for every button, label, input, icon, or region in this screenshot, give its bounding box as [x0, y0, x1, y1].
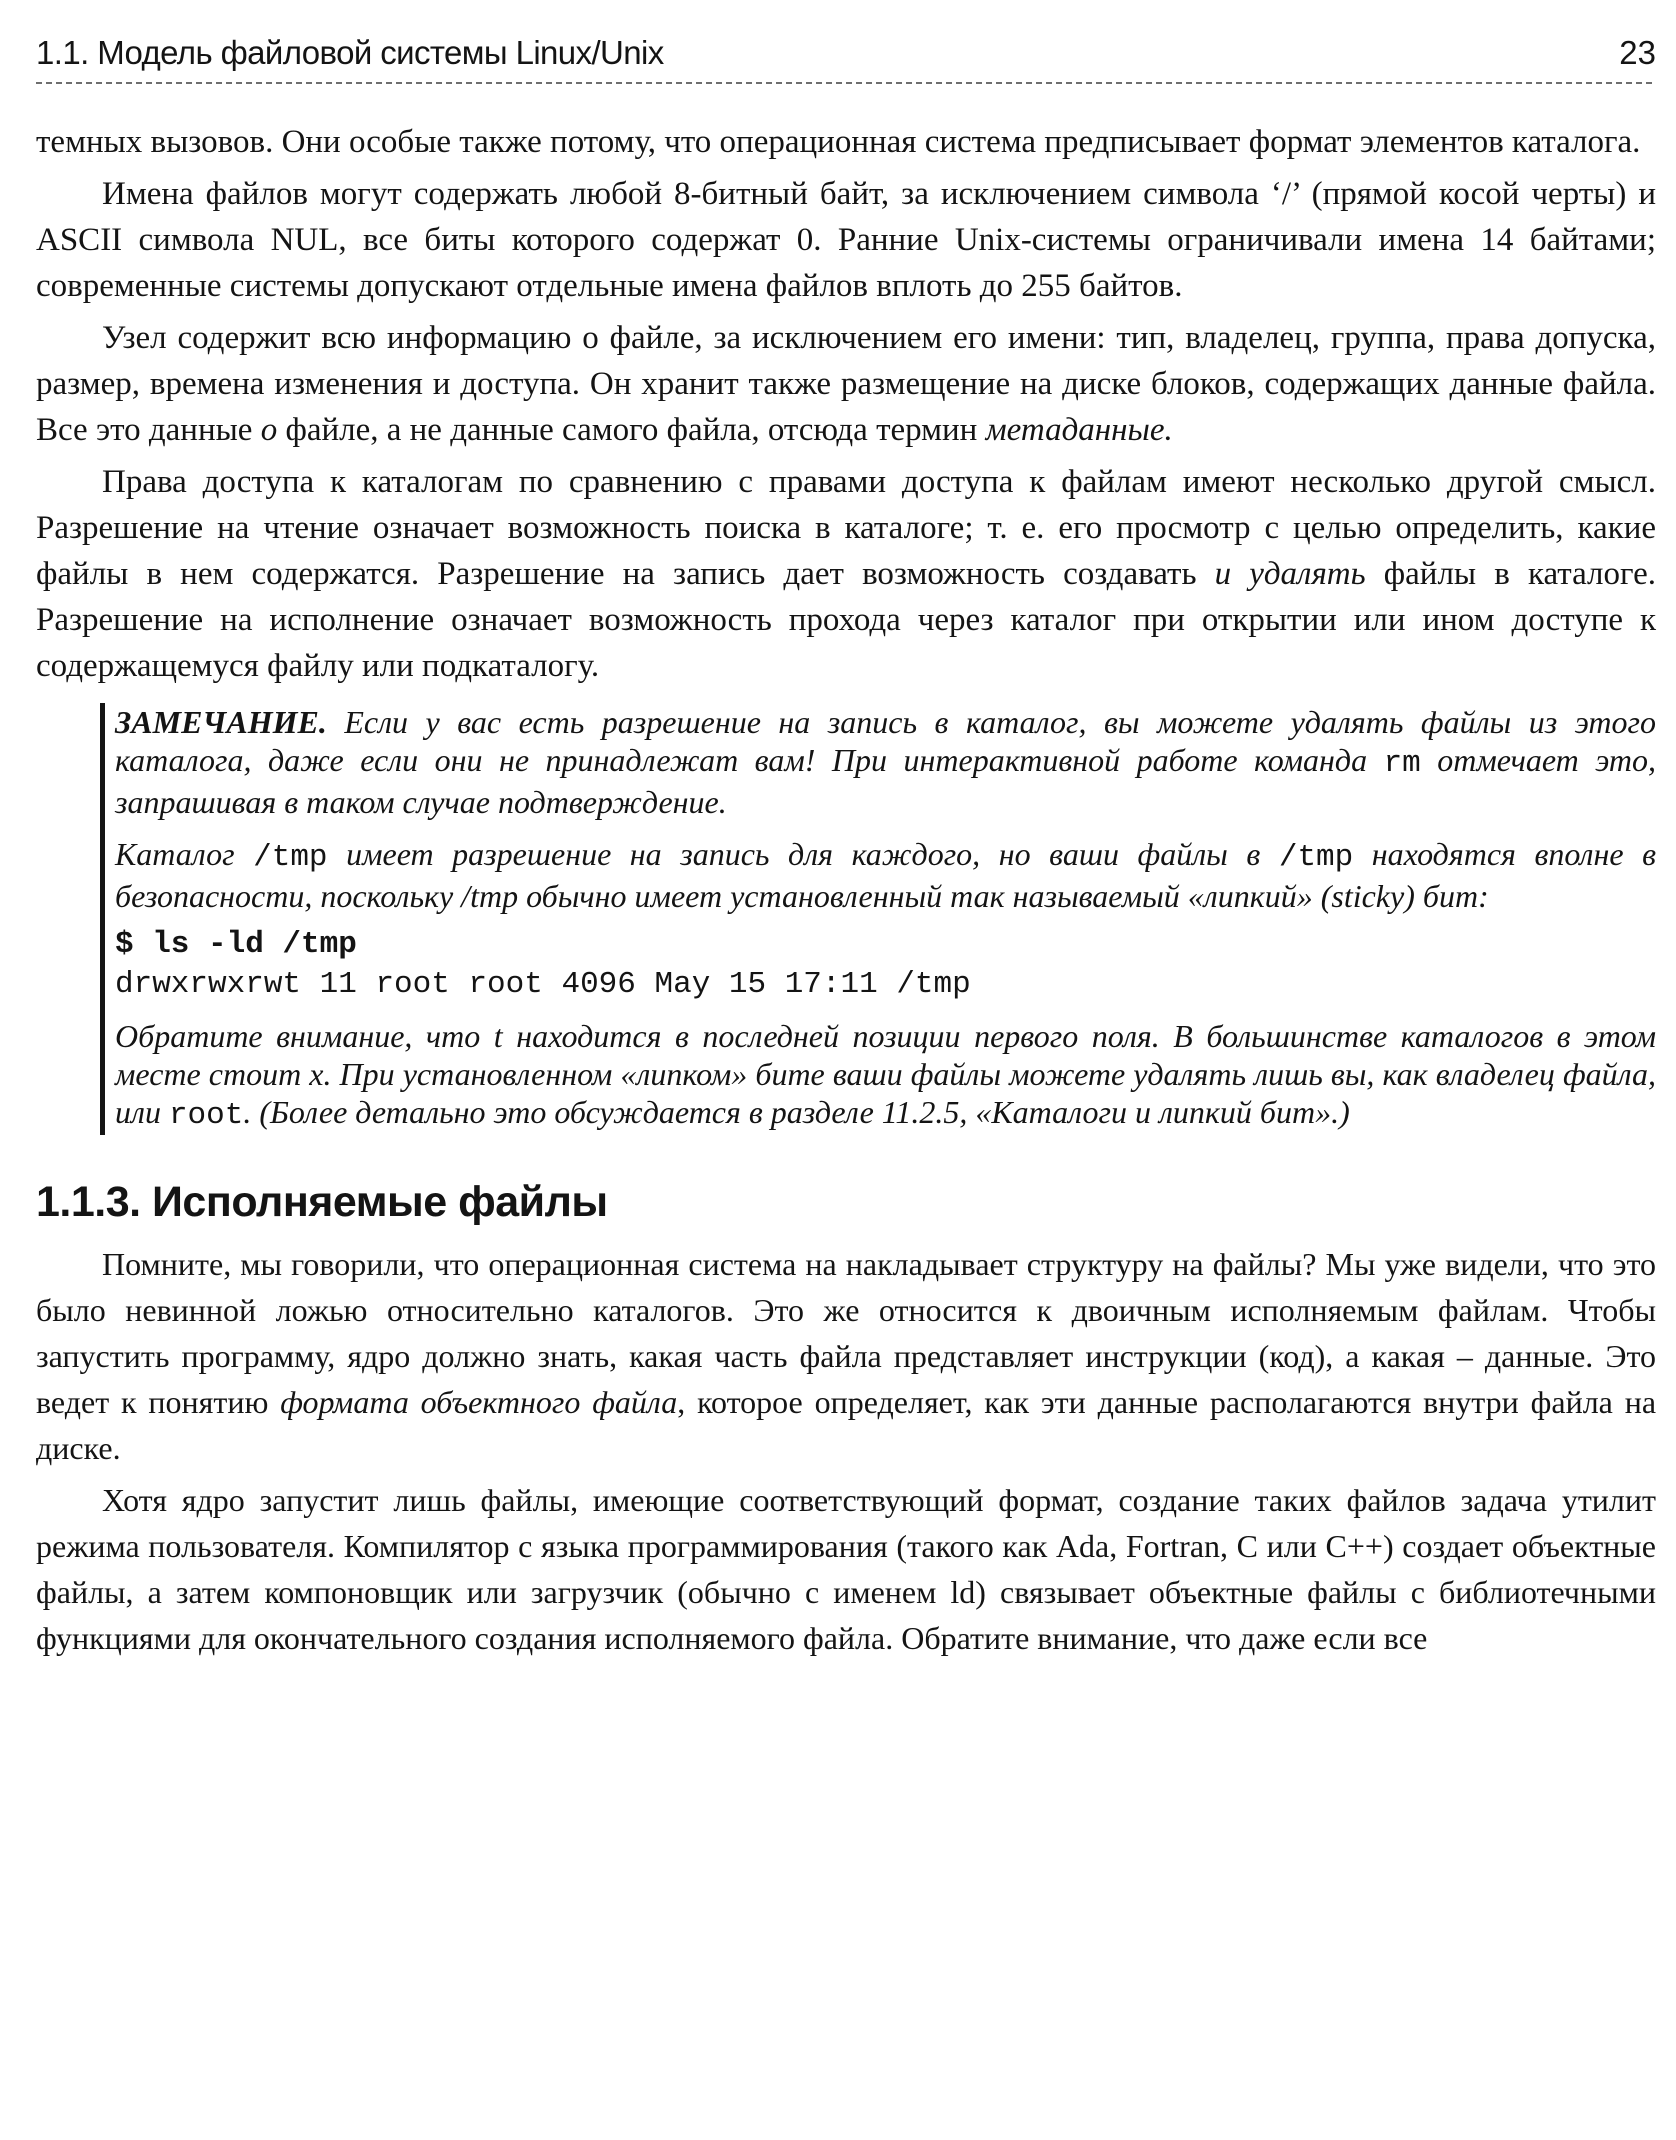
sec1-text-a: Помните, мы говорили, что операционная система на накладывает структуру на файлы? Мы уже видели, что это было невинной ложью относительно каталогов. Это же относится к двоичным исполняемым файлам. Чтобы запустить программу, ядро должно знать, какая часть файла представляет инструкции (код), а какая – данные. Это ведет к понятию: [36, 1246, 1656, 1420]
code-command: $ ls -ld /tmp: [115, 927, 357, 962]
note2-text-c: находятся вполне в безопасности, поскольку /tmp обычно имеет установленный так называемый «липкий» (sticky) бит:: [115, 836, 1657, 914]
note-paragraph-1: [115, 703, 1656, 821]
section-paragraph-2: Хотя ядро запустит лишь файлы, имеющие соответствующий формат, создание таких файлов задача утилит режима пользователя. Компилятор с языка программирования (такого как Ada, Fortran, C или C++) создает объектные файлы, а затем компоновщик или загрузчик (обычно с именем ld) связывает объектные файлы с библиотечными функциями для окончательного создания исполняемого файла. Обратите внимание, что даже если все: [36, 1482, 1656, 1656]
sec1-emphasis: формата объектного файла: [280, 1384, 678, 1420]
note-paragraph-3: [115, 1017, 1656, 1135]
note2-text-b: имеет разрешение на запись для каждого, но ваши файлы в: [327, 836, 1279, 872]
page-number: 23: [1619, 34, 1656, 71]
note-paragraph-2: [115, 835, 1656, 915]
code-output: drwxrwxrwt 11 root root 4096 May 15 17:11 /tmp: [115, 967, 971, 1002]
note1-text-a: Если у вас есть разрешение на запись в каталог, вы можете удалять файлы из этого каталога, даже если они не принадлежат вам! При интерактивной работе команда: [115, 704, 1656, 778]
inode-emphasis-o: о: [260, 412, 278, 448]
perm-emphasis: и удалять: [1214, 556, 1366, 592]
running-head-title: 1.1. Модель файловой системы Linux/Unix: [36, 34, 664, 71]
header-rule: [36, 82, 1652, 84]
paragraph-file-names: Имена файлов могут содержать любой 8-битный байт, за исключением символа ‘/’ (прямой косой черты) и ASCII символа NUL, все биты которого содержат 0. Ранние Unix-системы ограничивали имена 14 байтами; современные системы допускают отдельные имена файлов вплоть до 255 байтов.: [36, 176, 1656, 304]
note1-code-rm: rm: [1383, 746, 1421, 781]
inode-text-b: файле, а не данные самого файла, отсюда термин: [277, 412, 986, 448]
section-paragraph-1: [36, 1241, 1656, 1471]
running-head: [36, 28, 1656, 84]
note3-text-b: . (Более детально это обсуждается в разделе 11.2.5, «Каталоги и липкий бит».): [243, 1094, 1350, 1130]
note3-text-a: Обратите внимание, что t находится в последней позиции первого поля. В большинстве каталогов в этом месте стоит x. При установленном «липком» бите ваши файлы можете удалять лишь вы, как владелец файла, или: [115, 1018, 1656, 1130]
perm-text-a: Права доступа к каталогам по сравнению с правами доступа к файлам имеют несколько другой смысл. Разрешение на чтение означает возможность поиска в каталоге; т. е. его просмотр с целью определить, какие файлы в нем содержатся. Разрешение на запись дает возможность создавать: [36, 464, 1656, 592]
paragraph-dir-permissions: [36, 459, 1656, 689]
note2-code-tmp-1: /tmp: [253, 840, 328, 875]
note2-text-a: Каталог: [115, 836, 254, 872]
section-body: [36, 1241, 1656, 1661]
note-box: [100, 703, 1656, 1135]
paragraph-continuation: темных вызовов. Они особые также потому, что операционная система предписывает формат элементов каталога.: [36, 124, 1641, 160]
note3-code-root: root: [168, 1098, 244, 1133]
page-body: [36, 119, 1656, 1661]
note1-text-b: отмечает это, запрашивая в таком случае подтверждение.: [115, 742, 1657, 820]
inode-emphasis-metadata: метаданные.: [985, 412, 1173, 448]
perm-text-b: файлы в каталоге. Разрешение на исполнение означает возможность прохода через каталог при открытии или ином доступе к содержащемуся файлу или подкаталогу.: [36, 556, 1657, 684]
section-heading: 1.1.3. Исполняемые файлы: [36, 1178, 608, 1226]
sec1-text-b: , которое определяет, как эти данные располагаются внутри файла на диске.: [36, 1384, 1657, 1466]
paragraph-inode: [36, 315, 1656, 453]
inode-text-a: Узел содержит всю информацию о файле, за исключением его имени: тип, владелец, группа, права допуска, размер, времена изменения и доступа. Он хранит также размещение на диске блоков, содержащих данные файла. Все это данные: [36, 320, 1656, 448]
note2-code-tmp-2: /tmp: [1278, 840, 1354, 875]
note-label: ЗАМЕЧАНИЕ.: [115, 704, 327, 740]
book-page: [36, 28, 1657, 1656]
